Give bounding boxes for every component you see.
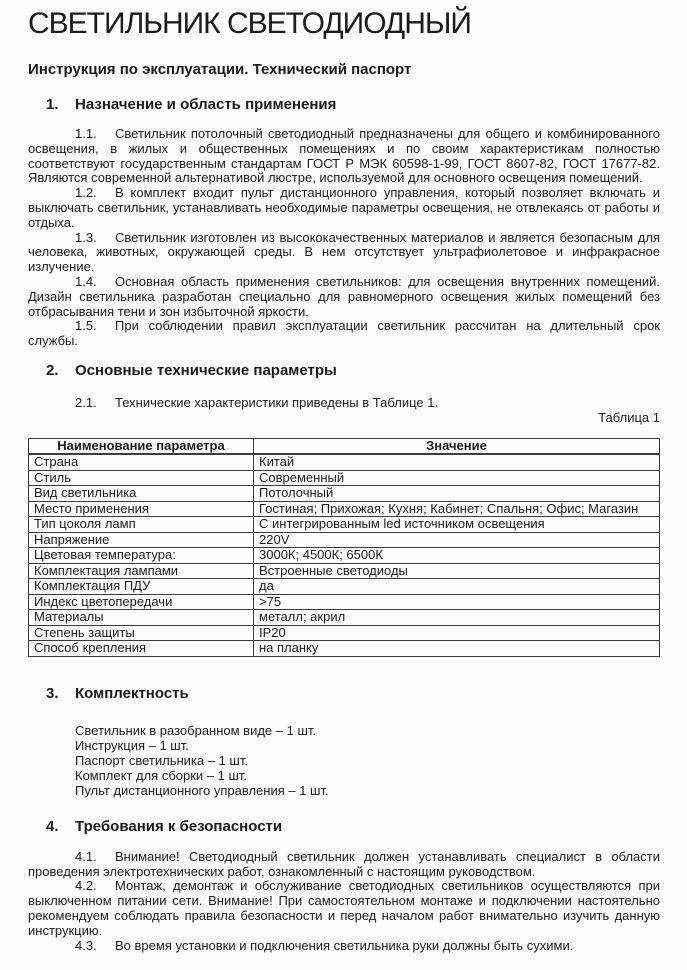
paragraph-text: Светильник изготовлен из высококачественных материалов и является безопасным для человека, животных, окружающей среды. В нем отсутствует ультрафиолетовое и инфракрасное излучение. (28, 229, 660, 275)
value-cell: Гостиная; Прихожая; Кухня; Кабинет; Спальня; Офис; Магазин (254, 501, 660, 517)
param-cell: Стиль (29, 470, 254, 486)
param-cell: Вид светильника (29, 486, 254, 502)
table-row (29, 454, 660, 470)
section-4-heading (28, 818, 660, 836)
table-row (29, 486, 660, 502)
paragraph-number: 1.3. (75, 229, 97, 245)
specs-table (28, 438, 660, 657)
paragraph-text: При соблюдении правил эксплуатации светильник рассчитан на длительный срок службы. (28, 318, 660, 349)
table-caption: Таблица 1 (598, 409, 660, 425)
paragraph-number: 4.1. (75, 848, 97, 864)
section-2-number: 2. (46, 361, 59, 379)
param-cell: Степень защиты (29, 625, 254, 641)
value-cell: 3000К; 4500К; 6500К (254, 548, 660, 564)
table-row (29, 548, 660, 564)
param-cell: Комплектация лампами (29, 563, 254, 579)
document-subtitle: Инструкция по эксплуатации. Технический паспорт (28, 61, 412, 78)
paragraph-text: Монтаж, демонтаж и обслуживание светодиодных светильников осуществляются при выключенном питании сети. Внимание! При самостоятельном монтаже и подключении настоятельно рекомендуем соблюдать правила безопасности и перед началом работ внимательно изучить данную инструкцию. (28, 878, 660, 938)
table-row (29, 625, 660, 641)
paragraph-1-3 (28, 231, 660, 275)
paragraph-number: 1.2. (75, 185, 97, 201)
kit-list-item: Пульт дистанционного управления – 1 шт. (75, 782, 329, 798)
table-header-value: Значение (254, 438, 660, 454)
section-2-heading (28, 362, 660, 380)
param-cell: Тип цоколя ламп (29, 517, 254, 533)
paragraph-text: Внимание! Светодиодный светильник должен устанавливать специалист в области проведения электротехнических работ, ознакомленный с настоящим руководством. (28, 848, 660, 879)
section-2-title: Основные технические параметры (75, 361, 337, 379)
param-cell: Цветовая температура: (29, 548, 254, 564)
section-4-body (28, 850, 660, 954)
value-cell: металл; акрил (254, 610, 660, 626)
paragraph-1-5 (28, 319, 660, 349)
section-3-number: 3. (46, 684, 59, 702)
value-cell: Современный (254, 470, 660, 486)
param-cell: Способ крепления (29, 641, 254, 657)
kit-list-item: Паспорт светильника – 1 шт. (75, 752, 248, 768)
paragraph-number: 4.3. (75, 937, 97, 953)
value-cell: Встроенные светодиоды (254, 563, 660, 579)
table-row (29, 610, 660, 626)
section-1-body (28, 127, 660, 349)
table-row (29, 517, 660, 533)
section-3-heading (28, 685, 660, 703)
paragraph-4-1 (28, 850, 660, 880)
table-header-row (29, 438, 660, 454)
param-cell: Комплектация ПДУ (29, 579, 254, 595)
paragraph-text: Основная область применения светильников: для освещения внутренних помещений. Дизайн светильника разработан специально для равномерного освещения жилых помещений без отбрасывания тени и зон избыточной яркости. (28, 273, 660, 319)
paragraph-4-2 (28, 879, 660, 938)
paragraph-1-1 (28, 127, 660, 186)
paragraph-1-2 (28, 186, 660, 230)
value-cell: на планку (254, 641, 660, 657)
paragraph-text: Технические характеристики приведены в Таблице 1. (115, 394, 439, 410)
value-cell: IP20 (254, 625, 660, 641)
table-row (29, 532, 660, 548)
section-4-title: Требования к безопасности (75, 817, 283, 835)
paragraph-1-4 (28, 275, 660, 319)
document-title: СВЕТИЛЬНИК СВЕТОДИОДНЫЙ (28, 7, 471, 40)
paragraph-number: 2.1. (75, 394, 97, 410)
section-1-heading (28, 96, 660, 114)
table-header-parameter: Наименование параметра (29, 438, 254, 454)
param-cell: Материалы (29, 610, 254, 626)
section-1-number: 1. (46, 96, 59, 113)
param-cell: Напряжение (29, 532, 254, 548)
section-1-title: Назначение и область применения (75, 96, 337, 113)
table-row (29, 563, 660, 579)
param-cell: Индекс цветопередачи (29, 594, 254, 610)
section-2-body (28, 396, 660, 411)
kit-list-item: Комплект для сборки – 1 шт. (75, 767, 248, 783)
value-cell: >75 (254, 594, 660, 610)
kit-list-item: Инструкция – 1 шт. (75, 737, 189, 753)
paragraph-number: 1.1. (75, 126, 97, 141)
table-row (29, 641, 660, 657)
param-cell: Место применения (29, 501, 254, 517)
paragraph-number: 1.4. (75, 273, 97, 289)
section-4-number: 4. (46, 817, 59, 835)
value-cell: да (254, 579, 660, 595)
value-cell: С интегрированным led источником освещения (254, 517, 660, 533)
paragraph-text: Во время установки и подключения светильника руки должны быть сухими. (115, 937, 574, 953)
value-cell: Потолочный (254, 486, 660, 502)
paragraph-2-1 (28, 396, 660, 411)
value-cell: 220V (254, 532, 660, 548)
kit-list (75, 723, 660, 798)
param-cell: Страна (29, 454, 254, 470)
paragraph-text: Светильник потолочный светодиодный предназначены для общего и комбинированного освещения, в жилых и общественных помещениях и по своим характеристикам полностью соответствуют государственным стандартам ГОСТ Р МЭК 60598-1-99, ГОСТ 8607-82, ГОСТ 17677-82. Являются современной альтернативой люстре, используемой для основного освещения помещений. (28, 126, 660, 186)
paragraph-text: В комплект входит пульт дистанционного управления, который позволяет включать и выключать светильник, устанавливать необходимые параметры освещения, не отвлекаясь от работы и отдыха. (28, 185, 660, 230)
table-row (29, 579, 660, 595)
paragraph-4-3 (28, 939, 660, 954)
section-3-title: Комплектность (75, 684, 189, 702)
kit-list-item: Светильник в разобранном виде – 1 шт. (75, 722, 317, 738)
paragraph-number: 1.5. (75, 318, 97, 334)
paragraph-number: 4.2. (75, 878, 97, 894)
table-row (29, 470, 660, 486)
table-row (29, 501, 660, 517)
table-row (29, 594, 660, 610)
value-cell: Китай (254, 454, 660, 470)
